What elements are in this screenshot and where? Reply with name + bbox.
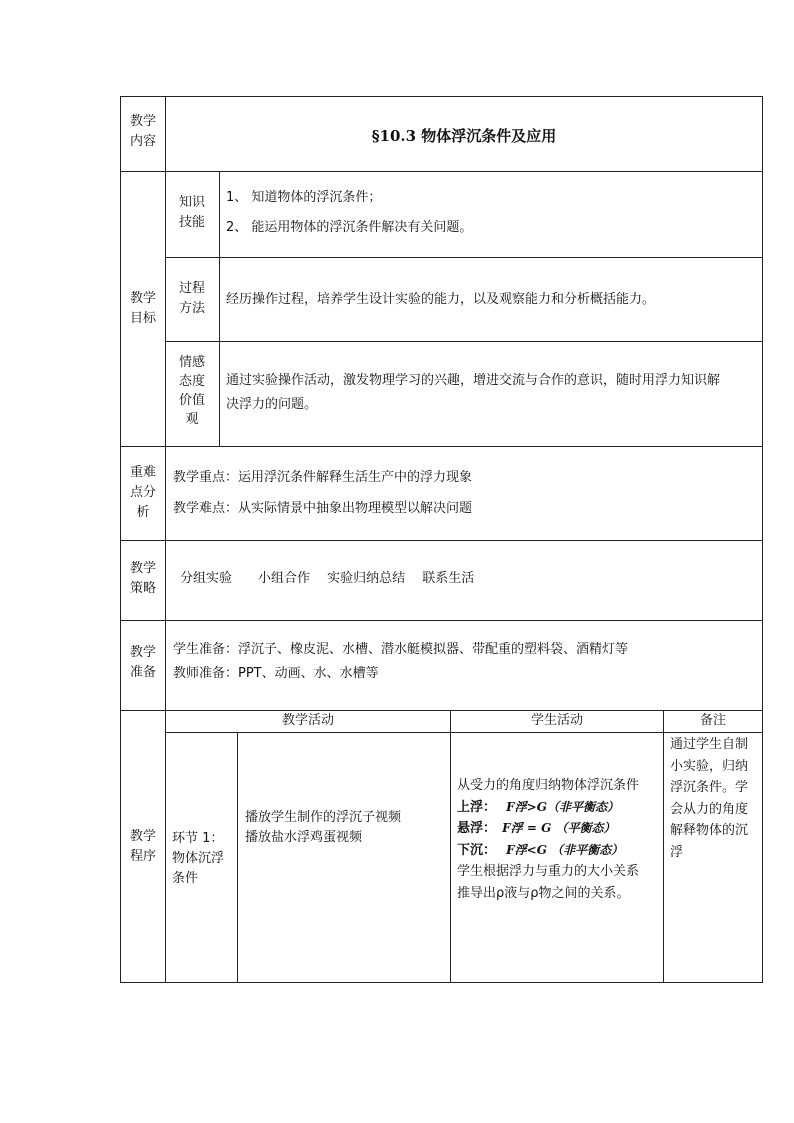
row-label-strategy — [122, 559, 164, 599]
sub-label-process — [166, 279, 218, 319]
suspend-label: 悬浮： — [457, 821, 497, 836]
student-line-5: 推导出ρ液与ρ物之间的关系。 — [457, 885, 630, 901]
row-label-goals — [122, 289, 164, 329]
student-intro: 从受力的角度归纳物体浮沉条件 — [457, 778, 640, 793]
teacher-activity-line-1: 播放学生制作的浮沉子视频 — [245, 810, 402, 825]
process-content: 经历操作过程，培养学生设计实验的能力，以及观察能力和分析概括能力。 — [226, 292, 656, 307]
focus-difficult-point: 教学难点：从实际情景中抽象出物理模型以解决问题 — [173, 501, 473, 516]
knowledge-line-1: 1、 知道物体的浮沉条件； — [226, 190, 382, 205]
stage-name: 环节 1：物体沉浮条件 — [172, 831, 225, 886]
prep-teacher: 教师准备：PPT、动画、水、水槽等 — [173, 666, 379, 681]
knowledge-content — [226, 188, 756, 238]
col-header-note: 备注 — [699, 713, 726, 728]
teacher-activity-line-2: 播放盐水浮鸡蛋视频 — [245, 830, 363, 845]
focus-label-text: 重难点分析 — [129, 465, 156, 520]
emotion-line-2: 决浮力的问题。 — [226, 397, 318, 412]
prep-student: 学生准备：浮沉子、橡皮泥、水槽、潜水艇模拟器、带配重的塑料袋、酒精灯等 — [173, 642, 629, 657]
row-label-prep — [122, 643, 164, 683]
emotion-label-text: 情感态度价值观 — [178, 355, 205, 427]
sink-label: 下沉： — [457, 842, 497, 858]
student-float-line — [457, 797, 662, 819]
procedure-label-text: 教学程序 — [129, 829, 156, 864]
goals-label-text: 教学目标 — [129, 291, 156, 326]
content-label-text: 教学内容 — [129, 114, 156, 149]
student-activity — [457, 775, 662, 904]
teacher-activity — [245, 808, 445, 848]
float-condition: F浮>G（非平衡态） — [506, 799, 619, 814]
emotion-line-1: 通过实验操作活动，激发物理学习的兴趣，增进交流与合作的意识，随时用浮力知识解 — [226, 373, 721, 388]
strategy-content: 分组实验 小组合作 实验归纳总结 联系生活 — [180, 571, 475, 586]
strategy-label-text: 教学策略 — [129, 561, 156, 596]
prep-content — [173, 638, 758, 686]
knowledge-label-text: 知识技能 — [178, 195, 205, 230]
row-label-procedure — [122, 827, 164, 867]
emotion-content — [226, 369, 761, 417]
student-line-4: 学生根据浮力与重力的大小关系 — [457, 864, 640, 879]
focus-content — [173, 468, 758, 519]
row-label-focus — [122, 463, 164, 523]
col-header-student-activity: 学生活动 — [530, 713, 583, 728]
sub-label-knowledge — [166, 193, 218, 233]
knowledge-line-2: 2、 能运用物体的浮沉条件解决有关问题。 — [226, 220, 473, 235]
row-label-content — [122, 112, 164, 152]
student-sink-line — [457, 840, 662, 862]
prep-label-text: 教学准备 — [129, 645, 156, 680]
sink-condition: F浮<G （非平衡态） — [506, 842, 624, 857]
process-label-text: 过程方法 — [178, 281, 205, 316]
sub-label-emotion — [166, 353, 218, 429]
focus-key-point: 教学重点：运用浮沉条件解释生活生产中的浮力现象 — [173, 470, 473, 485]
note-content: 通过学生自制小实验，归纳浮沉条件。学会从力的角度解释物体的沉浮 — [670, 737, 749, 860]
student-suspend-line — [457, 818, 662, 840]
float-label: 上浮： — [457, 799, 497, 815]
lesson-title: §10.3 物体浮沉条件及应用 — [371, 127, 557, 145]
col-header-teacher-activity: 教学活动 — [281, 713, 334, 728]
suspend-condition: F浮 = G （平衡态） — [502, 821, 616, 835]
